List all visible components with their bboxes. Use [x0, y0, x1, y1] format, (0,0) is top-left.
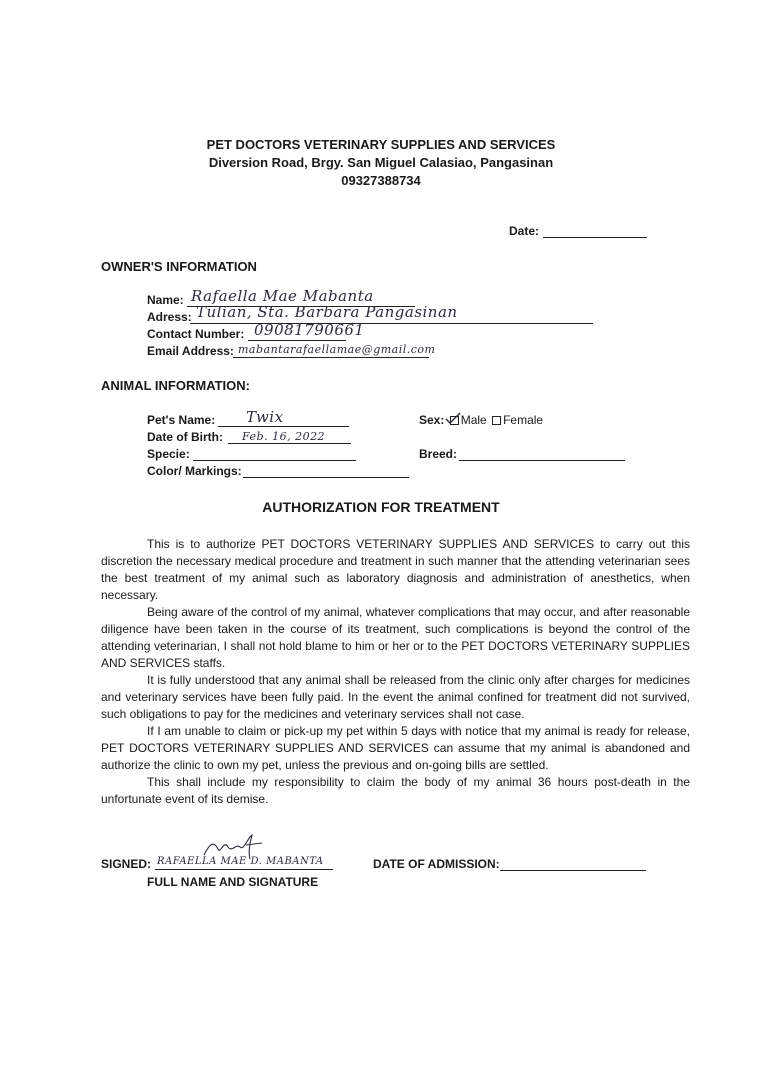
sex-female-label: Female: [503, 413, 544, 427]
authorization-body: [101, 536, 690, 808]
authorization-paragraph: If I am unable to claim or pick-up my pet within 5 days with notice that my animal is ready for release, PET DOCTORS VETERINARY SUPPLIES AND SERVICES can assume that my animal is abandoned and authorize the clinic to own my pet, unless the previous and on-going bills are settled.: [101, 724, 690, 772]
owner-name-value: Rafaella Mae Mabanta: [191, 287, 374, 305]
owner-contact-value: 09081790661: [254, 321, 365, 339]
color-markings-label: Color/ Markings:: [147, 464, 242, 478]
admission-date-label: DATE OF ADMISSION:: [373, 857, 500, 871]
signed-name-value: RAFAELLA MAE D. MABANTA: [157, 856, 324, 867]
sex-female-checkbox[interactable]: [492, 416, 501, 425]
authorization-paragraph: It is fully understood that any animal shall be released from the clinic only after charges for medicines and veterinary services have been fully paid. In the event the animal confined for treatment did not survived, such obligations to pay for the medicines and veterinary services shall not case.: [101, 673, 690, 721]
specie-label: Specie:: [147, 447, 190, 461]
signed-label: SIGNED:: [101, 857, 152, 871]
business-name: PET DOCTORS VETERINARY SUPPLIES AND SERVICES: [206, 137, 556, 152]
owner-address-field[interactable]: [190, 323, 593, 324]
date-field[interactable]: [543, 237, 647, 238]
owner-email-field[interactable]: [233, 357, 429, 358]
specie-field[interactable]: [193, 460, 356, 461]
breed-field[interactable]: [459, 460, 625, 461]
authorization-paragraph: This shall include my responsibility to claim the body of my animal 36 hours post-death in the unfortunate event of its demise.: [101, 775, 690, 806]
date-label: Date:: [509, 224, 540, 238]
owner-address-value: Tulian, Sta. Barbara Pangasinan: [196, 303, 458, 321]
owner-contact-field[interactable]: [248, 340, 346, 341]
owner-email-value: mabantarafaellamae@gmail.com: [238, 343, 436, 356]
signature-scribble-icon: [200, 833, 270, 863]
signature-line[interactable]: [155, 869, 333, 870]
sex-label: Sex:: [419, 413, 445, 427]
dob-field[interactable]: [228, 443, 351, 444]
owner-section-title: OWNER'S INFORMATION: [101, 259, 257, 274]
business-address: Diversion Road, Brgy. San Miguel Calasiao, Pangasinan: [208, 155, 554, 170]
sex-row: [419, 413, 543, 427]
male-check-mark-icon: [445, 412, 461, 424]
pet-name-value: Twix: [246, 408, 284, 426]
business-phone: 09327388734: [341, 173, 421, 188]
authorization-paragraph: This is to authorize PET DOCTORS VETERINARY SUPPLIES AND SERVICES to carry out this discretion the necessary medical procedure and treatment in such manner that the attending veterinarian sees the best treatment of my animal such as laboratory diagnosis and administration of anesthetics, when necessary.: [101, 537, 690, 602]
sex-male-label: Male: [460, 413, 487, 427]
admission-date-field[interactable]: [500, 870, 646, 871]
dob-label: Date of Birth:: [147, 430, 223, 444]
animal-section-title: ANIMAL INFORMATION:: [101, 378, 250, 393]
dob-value: Feb. 16, 2022: [242, 430, 326, 443]
owner-email-label: Email Address:: [147, 344, 234, 358]
color-markings-field[interactable]: [243, 477, 409, 478]
pet-name-label: Pet's Name:: [147, 413, 216, 427]
pet-name-field[interactable]: [218, 426, 349, 427]
owner-contact-label: Contact Number:: [147, 327, 245, 341]
owner-address-label: Adress:: [147, 310, 192, 324]
signed-caption: FULL NAME AND SIGNATURE: [147, 875, 319, 889]
authorization-title: AUTHORIZATION FOR TREATMENT: [262, 499, 500, 515]
owner-name-label: Name:: [147, 293, 184, 307]
breed-label: Breed:: [419, 447, 458, 461]
authorization-paragraph: Being aware of the control of my animal, whatever complications that may occur, and after reasonable diligence have been taken in the course of its treatment, such complications is beyond the control of the attending veterinarian, I shall not hold blame to him or her or to the PET DOCTORS VETERINARY SUPPLIES AND SERVICES staffs.: [101, 605, 690, 670]
